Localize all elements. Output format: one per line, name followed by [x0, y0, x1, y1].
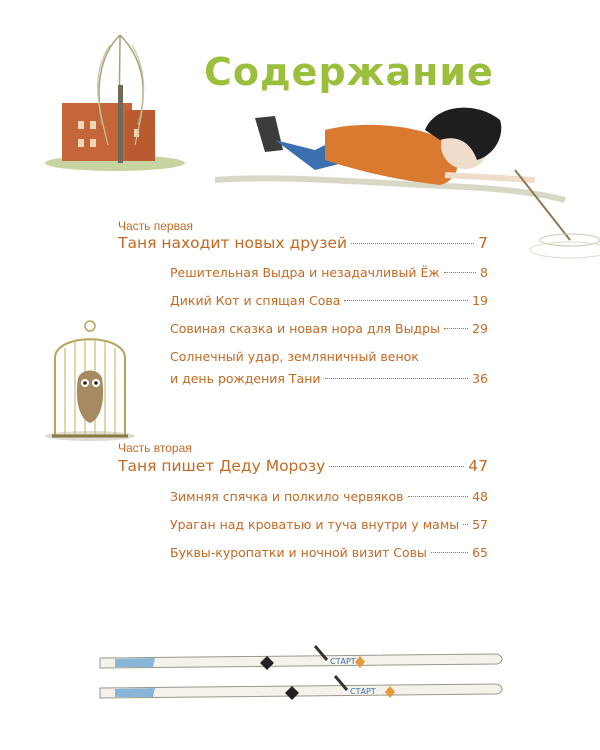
dot-leader [325, 378, 469, 379]
page-title: Содержание [204, 50, 494, 94]
toc-item-row[interactable] [170, 545, 488, 560]
item-title: Решительная Выдра и незадачливый Ёж [170, 265, 440, 280]
page-number: 48 [472, 489, 488, 504]
dot-leader [408, 496, 469, 497]
dot-leader [344, 300, 468, 301]
dot-leader [444, 328, 468, 329]
toc-chapter-row[interactable] [118, 457, 488, 475]
toc-item-row[interactable] [170, 349, 488, 386]
item-title: Ураган над кроватью и туча внутри у мамы [170, 517, 460, 532]
item-title-line2: и день рождения Тани [170, 371, 321, 386]
page-number: 47 [468, 457, 488, 475]
ski-start-text: СТАРТ [350, 687, 376, 696]
chapter-title: Таня пишет Деду Морозу [118, 457, 326, 475]
part-label: Часть вторая [118, 441, 192, 455]
page-number: 7 [478, 234, 488, 252]
ski-start-text: СТАРТ [330, 657, 356, 666]
toc-item-row[interactable] [170, 293, 488, 308]
page-number: 57 [472, 517, 488, 532]
dot-leader [444, 272, 476, 273]
toc-chapter-row[interactable] [118, 234, 488, 252]
page-number: 65 [472, 545, 488, 560]
house-tree-illustration [40, 25, 190, 175]
item-title-line1: Солнечный удар, земляничный венок [170, 349, 419, 364]
page-number: 29 [472, 321, 488, 336]
skis-illustration [95, 640, 510, 715]
chapter-title: Таня находит новых друзей [118, 234, 348, 252]
page-number: 8 [480, 265, 488, 280]
dot-leader [351, 243, 474, 244]
page-number: 36 [472, 371, 488, 386]
item-title: Буквы-куропатки и ночной визит Совы [170, 545, 427, 560]
item-title: Совиная сказка и новая нора для Выдры [170, 321, 440, 336]
item-title: Дикий Кот и спящая Сова [170, 293, 341, 308]
owl-cage-illustration [40, 318, 140, 443]
toc-item-row[interactable] [170, 265, 488, 280]
page-number: 19 [472, 293, 488, 308]
toc-item-row[interactable] [170, 321, 488, 336]
item-title: Зимняя спячка и полкило червяков [170, 489, 404, 504]
toc-item-row[interactable] [170, 517, 488, 532]
part-label: Часть первая [118, 219, 194, 233]
dot-leader [431, 552, 468, 553]
toc-item-row[interactable] [170, 489, 488, 504]
dot-leader [329, 466, 464, 467]
dot-leader [463, 524, 468, 525]
